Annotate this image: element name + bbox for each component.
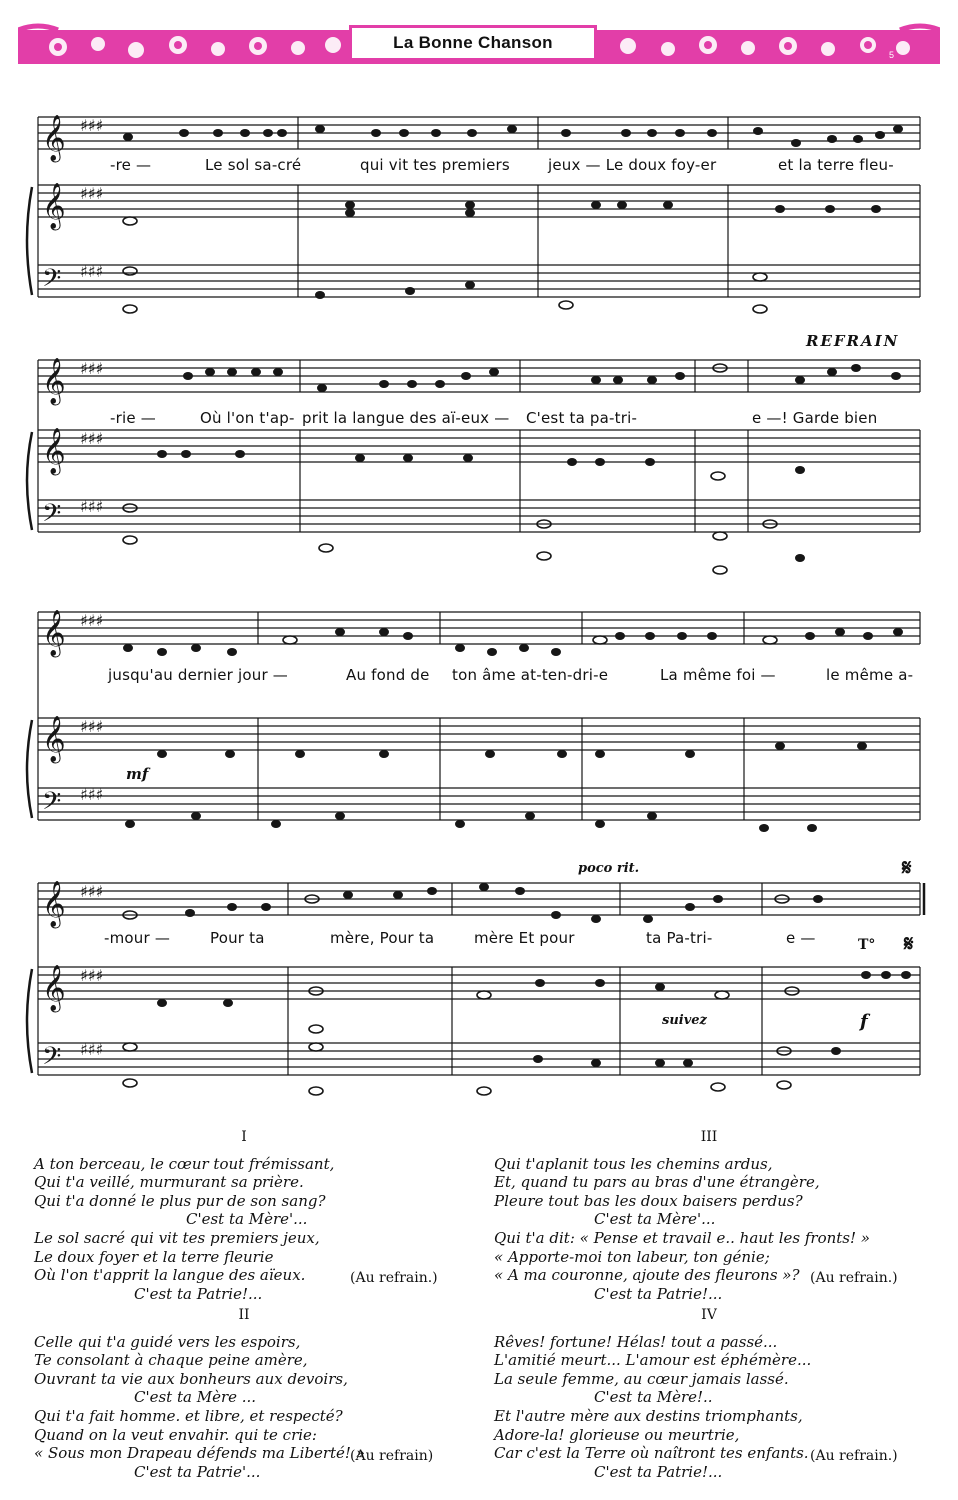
verse-line: Qui t'a fait homme. et libre, et respecté? (34, 1406, 343, 1425)
verse-line: Car c'est la Terre où naîtront tes enfants. (494, 1444, 809, 1463)
tempo-marking: poco rit. (578, 861, 640, 876)
lyric-fragment: prit la langue des aï-eux — (302, 409, 510, 427)
lyric-fragment: Le sol sa-cré (205, 156, 302, 174)
refrain-instruction: (Au refrain.) (810, 1270, 898, 1286)
verse-line: Et, quand tu pars au bras d'une étrangère, (494, 1173, 820, 1192)
verse-line: « A ma couronne, ajoute des fleurons »? (494, 1266, 800, 1285)
lyric-fragment: e — (786, 929, 816, 947)
verse-line: Et l'autre mère aux destins triomphants, (494, 1406, 803, 1425)
verse-line: C'est ta Mère'... (594, 1210, 716, 1229)
verse-line: Rêves! fortune! Hélas! tout a passé... (494, 1332, 778, 1351)
verse-line: Quand on la veut envahir. qui te crie: (34, 1425, 317, 1444)
lyric-fragment: qui vit tes premiers (360, 156, 510, 174)
segno-sign: 𝄋 (902, 855, 912, 881)
music-system-1 (0, 95, 958, 330)
page-title-box (349, 25, 597, 61)
lyric-fragment: jusqu'au dernier jour — (108, 666, 288, 684)
svg-text:𝄢: 𝄢 (42, 787, 62, 822)
verse-line: « Sous mon Drapeau défends ma Liberté! » (34, 1444, 365, 1463)
svg-text:𝄞: 𝄞 (42, 428, 66, 474)
refrain-instruction: (Au refrain.) (350, 1270, 438, 1286)
lyric-fragment: mère Et pour (474, 929, 575, 947)
lyric-fragment: Pour ta (210, 929, 265, 947)
verse-line: Le sol sacré qui vit tes premiers jeux, (34, 1228, 320, 1247)
svg-text:♯♯♯: ♯♯♯ (80, 262, 104, 281)
verse-line: Pleure tout bas les doux baisers perdus? (494, 1191, 803, 1210)
lyric-fragment: Au fond de (346, 666, 430, 684)
lyric-fragment: jeux — Le doux foy-er (548, 156, 717, 174)
lyric-fragment: -rie — (110, 409, 156, 427)
verse-1 (34, 1128, 454, 1303)
verse-line: C'est ta Patrie!... (594, 1462, 723, 1481)
staff-group (0, 330, 958, 585)
refrain-instruction: (Au refrain.) (810, 1448, 898, 1464)
staff-group (0, 590, 958, 850)
verse-line: C'est ta Patrie!... (594, 1284, 723, 1303)
verse-line: Te consolant à chaque peine amère, (34, 1351, 308, 1370)
lyric-fragment: ton âme at-ten-dri-e (452, 666, 609, 684)
verse-line: A ton berceau, le cœur tout frémissant, (34, 1154, 335, 1173)
music-system-4 (0, 855, 958, 1115)
verse-line: Qui t'a veillé, murmurant sa prière. (34, 1173, 304, 1192)
verse-number: II (238, 1307, 250, 1323)
verse-line: Celle qui t'a guidé vers les espoirs, (34, 1332, 301, 1351)
svg-text:𝄢: 𝄢 (42, 264, 62, 299)
suivez-marking: suivez (662, 1013, 707, 1028)
verse-line: Le doux foyer et la terre fleurie (34, 1247, 274, 1266)
verse-number: III (700, 1129, 718, 1145)
svg-text:𝄞: 𝄞 (42, 610, 66, 656)
lyric-fragment: -re — (110, 156, 152, 174)
svg-text:𝄞: 𝄞 (42, 965, 66, 1011)
dynamic-mf: mf (126, 765, 149, 783)
svg-text:♯♯♯: ♯♯♯ (80, 116, 104, 135)
svg-text:𝄞: 𝄞 (42, 115, 66, 161)
verse-line: C'est ta Patrie'... (134, 1462, 261, 1481)
svg-text:♯♯♯: ♯♯♯ (80, 882, 104, 901)
tempo-primo-mark: T° (858, 937, 876, 953)
segno-sign: 𝄋 (904, 931, 914, 957)
refrain-instruction: (Au refrain) (350, 1448, 434, 1464)
verse-line: Qui t'aplanit tous les chemins ardus, (494, 1154, 773, 1173)
svg-text:𝄢: 𝄢 (42, 1042, 62, 1077)
verse-line: Adore-la! glorieuse ou meurtrie, (494, 1425, 740, 1444)
verse-line: Qui t'a dit: « Pense et travail e.. haut les fronts! » (494, 1228, 870, 1247)
staff-group (0, 855, 958, 1115)
verse-3 (494, 1128, 924, 1303)
verse-line: L'amitié meurt... L'amour est éphémère... (494, 1351, 812, 1370)
dynamic-forte: f (860, 1011, 868, 1032)
lyric-fragment: -mour — (104, 929, 171, 947)
svg-text:♯♯♯: ♯♯♯ (80, 497, 104, 516)
verse-line: Qui t'a donné le plus pur de son sang? (34, 1191, 326, 1210)
verse-2 (34, 1306, 454, 1481)
lyric-fragment: e —! Garde bien (752, 409, 878, 427)
svg-text:♯♯♯: ♯♯♯ (80, 611, 104, 630)
verse-4 (494, 1306, 924, 1481)
verse-line: C'est ta Patrie!... (134, 1284, 263, 1303)
verse-line: Où l'on t'apprit la langue des aïeux. (34, 1266, 306, 1285)
svg-text:𝄞: 𝄞 (42, 183, 66, 229)
verse-line: La seule femme, au cœur jamais lassé. (494, 1369, 789, 1388)
lyric-fragment: ta Pa-tri- (646, 929, 713, 947)
refrain-marking: REFRAIN (806, 332, 900, 350)
svg-text:♯♯♯: ♯♯♯ (80, 429, 104, 448)
svg-text:♯♯♯: ♯♯♯ (80, 717, 104, 736)
svg-text:♯♯♯: ♯♯♯ (80, 359, 104, 378)
lyric-fragment: Où l'on t'ap- (200, 409, 295, 427)
lyric-fragment: C'est ta pa-tri- (526, 409, 638, 427)
page-number: 5 (889, 50, 895, 60)
verse-line: « Apporte-moi ton labeur, ton génie; (494, 1247, 770, 1266)
page-title: La Bonne Chanson (393, 33, 553, 52)
verse-line: C'est ta Mère!.. (594, 1388, 713, 1407)
svg-text:𝄞: 𝄞 (42, 358, 66, 404)
svg-text:♯♯♯: ♯♯♯ (80, 966, 104, 985)
svg-text:𝄢: 𝄢 (42, 499, 62, 534)
svg-text:♯♯♯: ♯♯♯ (80, 1040, 104, 1059)
svg-text:♯♯♯: ♯♯♯ (80, 785, 104, 804)
staff-group (0, 95, 958, 330)
lyric-fragment: et la terre fleu- (778, 156, 894, 174)
svg-text:♯♯♯: ♯♯♯ (80, 184, 104, 203)
music-system-2 (0, 330, 958, 585)
lyric-fragment: mère, Pour ta (330, 929, 435, 947)
verse-line: Ouvrant ta vie aux bonheurs aux devoirs, (34, 1369, 348, 1388)
svg-text:𝄞: 𝄞 (42, 716, 66, 762)
verse-number: IV (701, 1307, 717, 1323)
verse-line: C'est ta Mère ... (134, 1388, 257, 1407)
verse-line: C'est ta Mère'... (186, 1210, 308, 1229)
lyric-fragment: le même a- (826, 666, 914, 684)
lyric-fragment: La même foi — (660, 666, 776, 684)
svg-text:𝄞: 𝄞 (42, 881, 66, 927)
music-system-3 (0, 590, 958, 850)
verse-number: I (241, 1129, 247, 1145)
